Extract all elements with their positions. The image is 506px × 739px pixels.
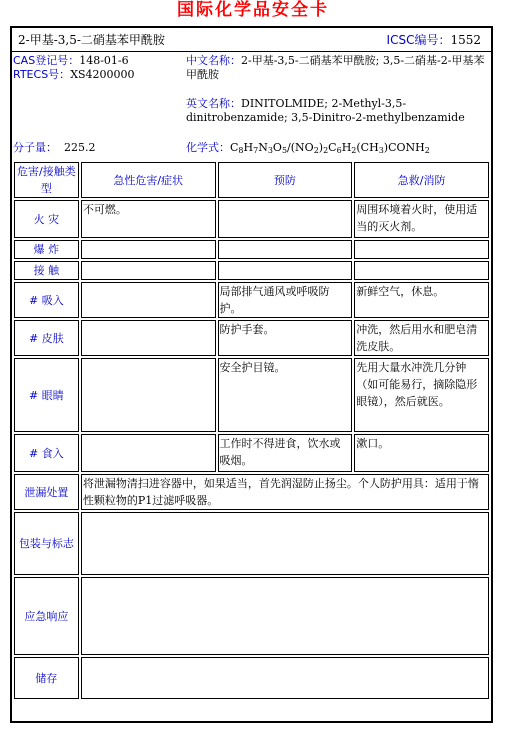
row-skin-first-aid: 冲洗，然后用水和肥皂清洗皮肤。 [354,320,489,356]
mw-line [13,141,96,155]
table-row [14,657,489,699]
row-inhalation-symptom [81,282,216,318]
formula-label: 化学式： [186,141,230,154]
table-row [14,577,489,655]
mw-label: 分子量： [13,141,57,154]
cas-line [13,54,129,68]
table-row [14,240,489,259]
formula-subscript: 6 [336,146,342,155]
row-skin-prevention: 防护手套。 [218,320,353,356]
row-eyes-symptom [81,358,216,432]
row-explosion-first-aid [354,240,489,259]
row-ingestion-prevention: 工作时不得进食，饮水或吸烟。 [218,434,353,472]
cn-name-label: 中文名称： [186,54,241,67]
emergency-text [81,577,489,655]
row-skin-label: # 皮肤 [14,320,79,356]
mw-value: 225.2 [64,141,96,154]
header-prevention: 预防 [218,162,353,198]
en-name-value: DINITOLMIDE; 2-Methyl-3,5-dinitrobenzamide; 3,5-Dinitro-2-methylbenzamide [186,97,465,124]
table-row [14,512,489,575]
packaging-text [81,512,489,575]
rtecs-line [13,68,135,82]
identity-block [12,53,491,159]
formula-part: O [272,141,282,154]
card-title: 国际化学品安全卡 [177,0,329,20]
table-header-row [14,162,489,198]
row-contact-label: 接 触 [14,261,79,280]
formula-subscript: 2 [323,146,329,155]
cas-label: CAS登记号： [13,54,80,67]
formula-subscript: 2 [424,146,430,155]
row-inhalation-prevention: 局部排气通风或呼吸防护。 [218,282,353,318]
hazard-table [12,160,491,701]
row-contact-symptom [81,261,216,280]
formula-subscript: 3 [378,146,384,155]
formula-subscript: 8 [238,146,244,155]
row-inhalation-label: # 吸入 [14,282,79,318]
cas-value: 148-01-6 [79,54,129,67]
formula-part: C [230,141,239,154]
row-ingestion-symptom [81,434,216,472]
table-row [14,320,489,356]
row-ingestion-first-aid: 漱口。 [354,434,489,472]
row-fire-symptom: 不可燃。 [81,200,216,238]
formula-subscript: 2 [313,146,319,155]
icsc-value: 1552 [450,33,481,47]
formula-subscript: 7 [253,146,259,155]
formula-line [186,141,486,158]
formula-part: H [243,141,254,154]
rtecs-label: RTECS号： [13,68,71,81]
en-name-label: 英文名称： [186,97,241,110]
en-name-line [186,97,486,125]
table-row [14,261,489,280]
rtecs-value: XS4200000 [70,68,135,81]
row-inhalation-first-aid: 新鲜空气，休息。 [354,282,489,318]
spill-text: 将泄漏物清扫进容器中，如果适当，首先润湿防止扬尘。个人防护用具：适用于惰性颗粒物的P1过滤呼吸器。 [81,474,489,510]
row-fire-prevention [218,200,353,238]
emergency-label: 应急响应 [14,577,79,655]
row-explosion-prevention [218,240,353,259]
header-hazard-type: 危害/接触类型 [14,162,79,198]
name-row [12,28,491,52]
storage-text [81,657,489,699]
row-contact-first-aid [354,261,489,280]
table-row [14,358,489,432]
row-contact-prevention [218,261,353,280]
table-row [14,282,489,318]
packaging-label: 包装与标志 [14,512,79,575]
row-explosion-label: 爆 炸 [14,240,79,259]
table-row [14,434,489,472]
icsc-number [387,29,481,51]
row-ingestion-label: # 食入 [14,434,79,472]
row-eyes-prevention: 安全护目镜。 [218,358,353,432]
cn-name-value: 2-甲基-3,5-二硝基苯甲酰胺; 3,5-二硝基-2-甲基苯甲酰胺 [186,54,485,81]
row-eyes-first-aid: 先用大量水冲洗几分钟（如可能易行，摘除隐形眼镜），然后就医。 [354,358,489,432]
table-row [14,200,489,238]
row-skin-symptom [81,320,216,356]
formula-value [230,141,430,154]
row-explosion-symptom [81,240,216,259]
formula-subscript: 3 [267,146,273,155]
formula-subscript: 5 [281,146,288,155]
spill-label: 泄漏处置 [14,474,79,510]
chemical-name: 2-甲基-3,5-二硝基苯甲酰胺 [18,33,165,47]
formula-subscript: 2 [351,146,357,155]
formula-part: H [341,141,352,154]
formula-part: N [258,141,268,154]
formula-part: (CH [356,141,379,154]
formula-part: /(NO [287,141,314,154]
formula-part: C [328,141,337,154]
storage-label: 储存 [14,657,79,699]
row-fire-label: 火 灾 [14,200,79,238]
formula-part: )CONH [383,141,425,154]
formula-part: ) [318,141,324,154]
row-fire-first-aid: 周围环境着火时，使用适当的灭火剂。 [354,200,489,238]
header-symptoms: 急性危害/症状 [81,162,216,198]
row-eyes-label: # 眼睛 [14,358,79,432]
header-first-aid: 急救/消防 [354,162,489,198]
icsc-label: ICSC编号： [386,33,451,47]
table-row [14,474,489,510]
cn-name-line [186,54,486,82]
